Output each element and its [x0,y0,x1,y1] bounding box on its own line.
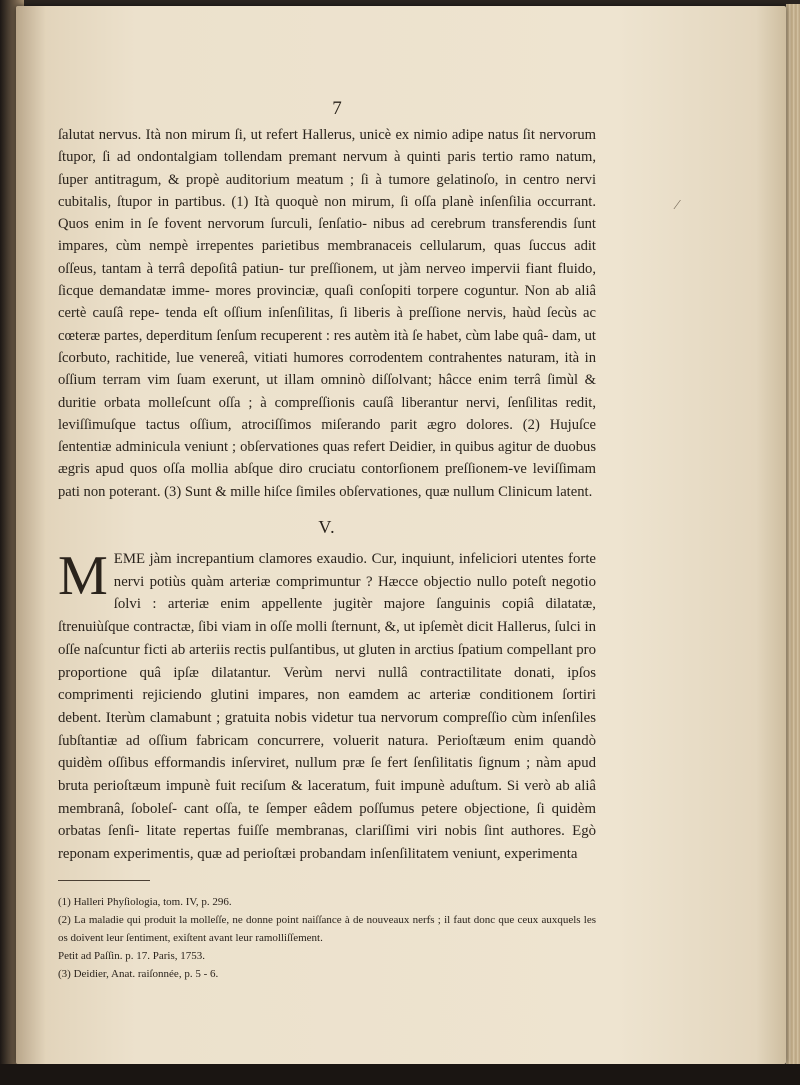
section-heading: V. [318,517,336,538]
footnote-rule [58,880,150,881]
page-text [58,98,596,983]
margin-pencil-mark: ⁄ [676,198,679,213]
footnote-3: (3) Deidier, Anat. raiſonnée, p. 5 - 6. [58,967,219,980]
paragraph-2 [58,545,596,866]
page-edges [786,4,800,1064]
footnote-1: (1) Halleri Phyſiologia, tom. IV, p. 296. [58,895,232,908]
footnote-2-citation: Petit ad Paſſin. p. 17. Paris, 1753. [58,949,205,962]
footnotes [58,893,596,983]
drop-cap: M [58,545,108,608]
page-number: 7 [332,98,342,119]
paragraph-1: ſalutat nervus. Ità non mirum ſi, ut refert Hallerus, unicè ex nimio adipe natus ſit nervorum ſtupor, ſi ad ondontalgiam tollendam premant nervum à quinti paris tertio ramo natum, ſuper antitragum, & propè auditorium meatum ; ſi à tumore gelatinoſo, in centro nervi cubitalis, ſtupor in partibus. (1) Ità quoquè non mirum, ſi oſſa planè inſenſilia occurrant. Quos enim in ſe fovent nervorum ſurculi, ſenſatio- nibus ad cerebrum transferendis ſunt impares, cùm nempè irrepentes parietibus membranaceis cellularum, quas ſuccus adit oſſeus, tantam à terrâ depoſitâ patiun- tur preſſionem, ut jàm nerveo impervii fiant fluido, ſicque demandatæ imme- mores provinciæ, quaſi conſopiti torpere coguntur. Non ab aliâ certè cauſâ repe- tenda eſt oſſium inſenſilitas, ſi liberis à preſſione nervis, haùd ſecùs ac cœteræ partes, deperditum ſenſum recuperent : res autèm ità ſe habet, cùm labe quâ- dam, ut ſcorbuto, rachitide, lue venereâ, vitiati humores corrodentem contrahentes naturam, ità in oſſium terram vim ſuam exerunt, ut illam omninò diſſolvant; hâcce enim terrâ ſimùl & duritie orbata molleſcunt oſſa ; à compreſſionis cauſâ liberantur nervi, ſenſilitas redit, leviſſimuſque tactus oſſium, atrociſſimos miſerando parit ægro dolores. (2) Hujuſce ſententiæ adminicula veniunt ; obſervationes quas refert Deidier, in quibus agitur de duobus ægris apud quos oſſa mollia abſque diro cruciatu contorſionem preſſionem-ve leviſſimam pati non poterant. (3) Sunt & mille hiſce ſimiles obſervationes, quæ nullum Clinicum latent. [58,127,596,500]
paragraph-2-text: EME jàm increpantium clamores exaudio. Cur, inquiunt, infeliciori utentes forte nervi potiùs quàm arteriæ comprimuntur ? Hæcce objectio nullo poteſt negotio ſolvi : arteriæ enim appellente jugitèr majore ſanguinis copiâ dilatatæ, ſtrenuiùſque contractæ, ſibi viam in oſſe molli ſternunt, &, ut ipſemèt dicit Hallerus, ſulci in oſſe naſcuntur ficti ab arteriis rectis pulſantibus, ut gluten in arctius ſpatium compellant pro proportione quâ ipſæ dilatantur. Verùm nervi nullâ contractilitate donati, ipſos comprimenti rejiciendo glutini impares, non eamdem ac arteriæ conditionem ſortiri debent. Iterùm clamabunt ; gratuita nobis videtur tua nervorum compreſſio cùm inſenſiles ſubſtantiæ ad oſſium fabricam concurrere, voluerit natura. Perioſtæum enim quandò quidèm oſſibus efformandis inſerviret, nullum præ ſe fert ſenſilitatis ſignum ; nàm apud bruta perioſtæum impunè fuit reciſum & laceratum, fuit impunè aduſtum. Si verò ab aliâ membranâ, ſoboleſ- cant oſſa, te ſemper eâdem poſſumus petere objectione, ſi quidèm orbatas ſenſi- litate repertas fuiſſe membranas, clariſſimi viri nobis ſint authores. Egò reponam experimentis, quæ ad perioſtæi probandam inſenſilitatem veniunt, experimenta [58,551,596,863]
scan-background [0,1064,800,1085]
footnote-2: (2) La maladie qui produit la molleſſe, ne donne point naiſſance à de nouveaux nerfs ; il faut donc que ceux auxquels les os doivent leur ſentiment, exiſtent avant leur ramolliſſement. [58,913,596,944]
